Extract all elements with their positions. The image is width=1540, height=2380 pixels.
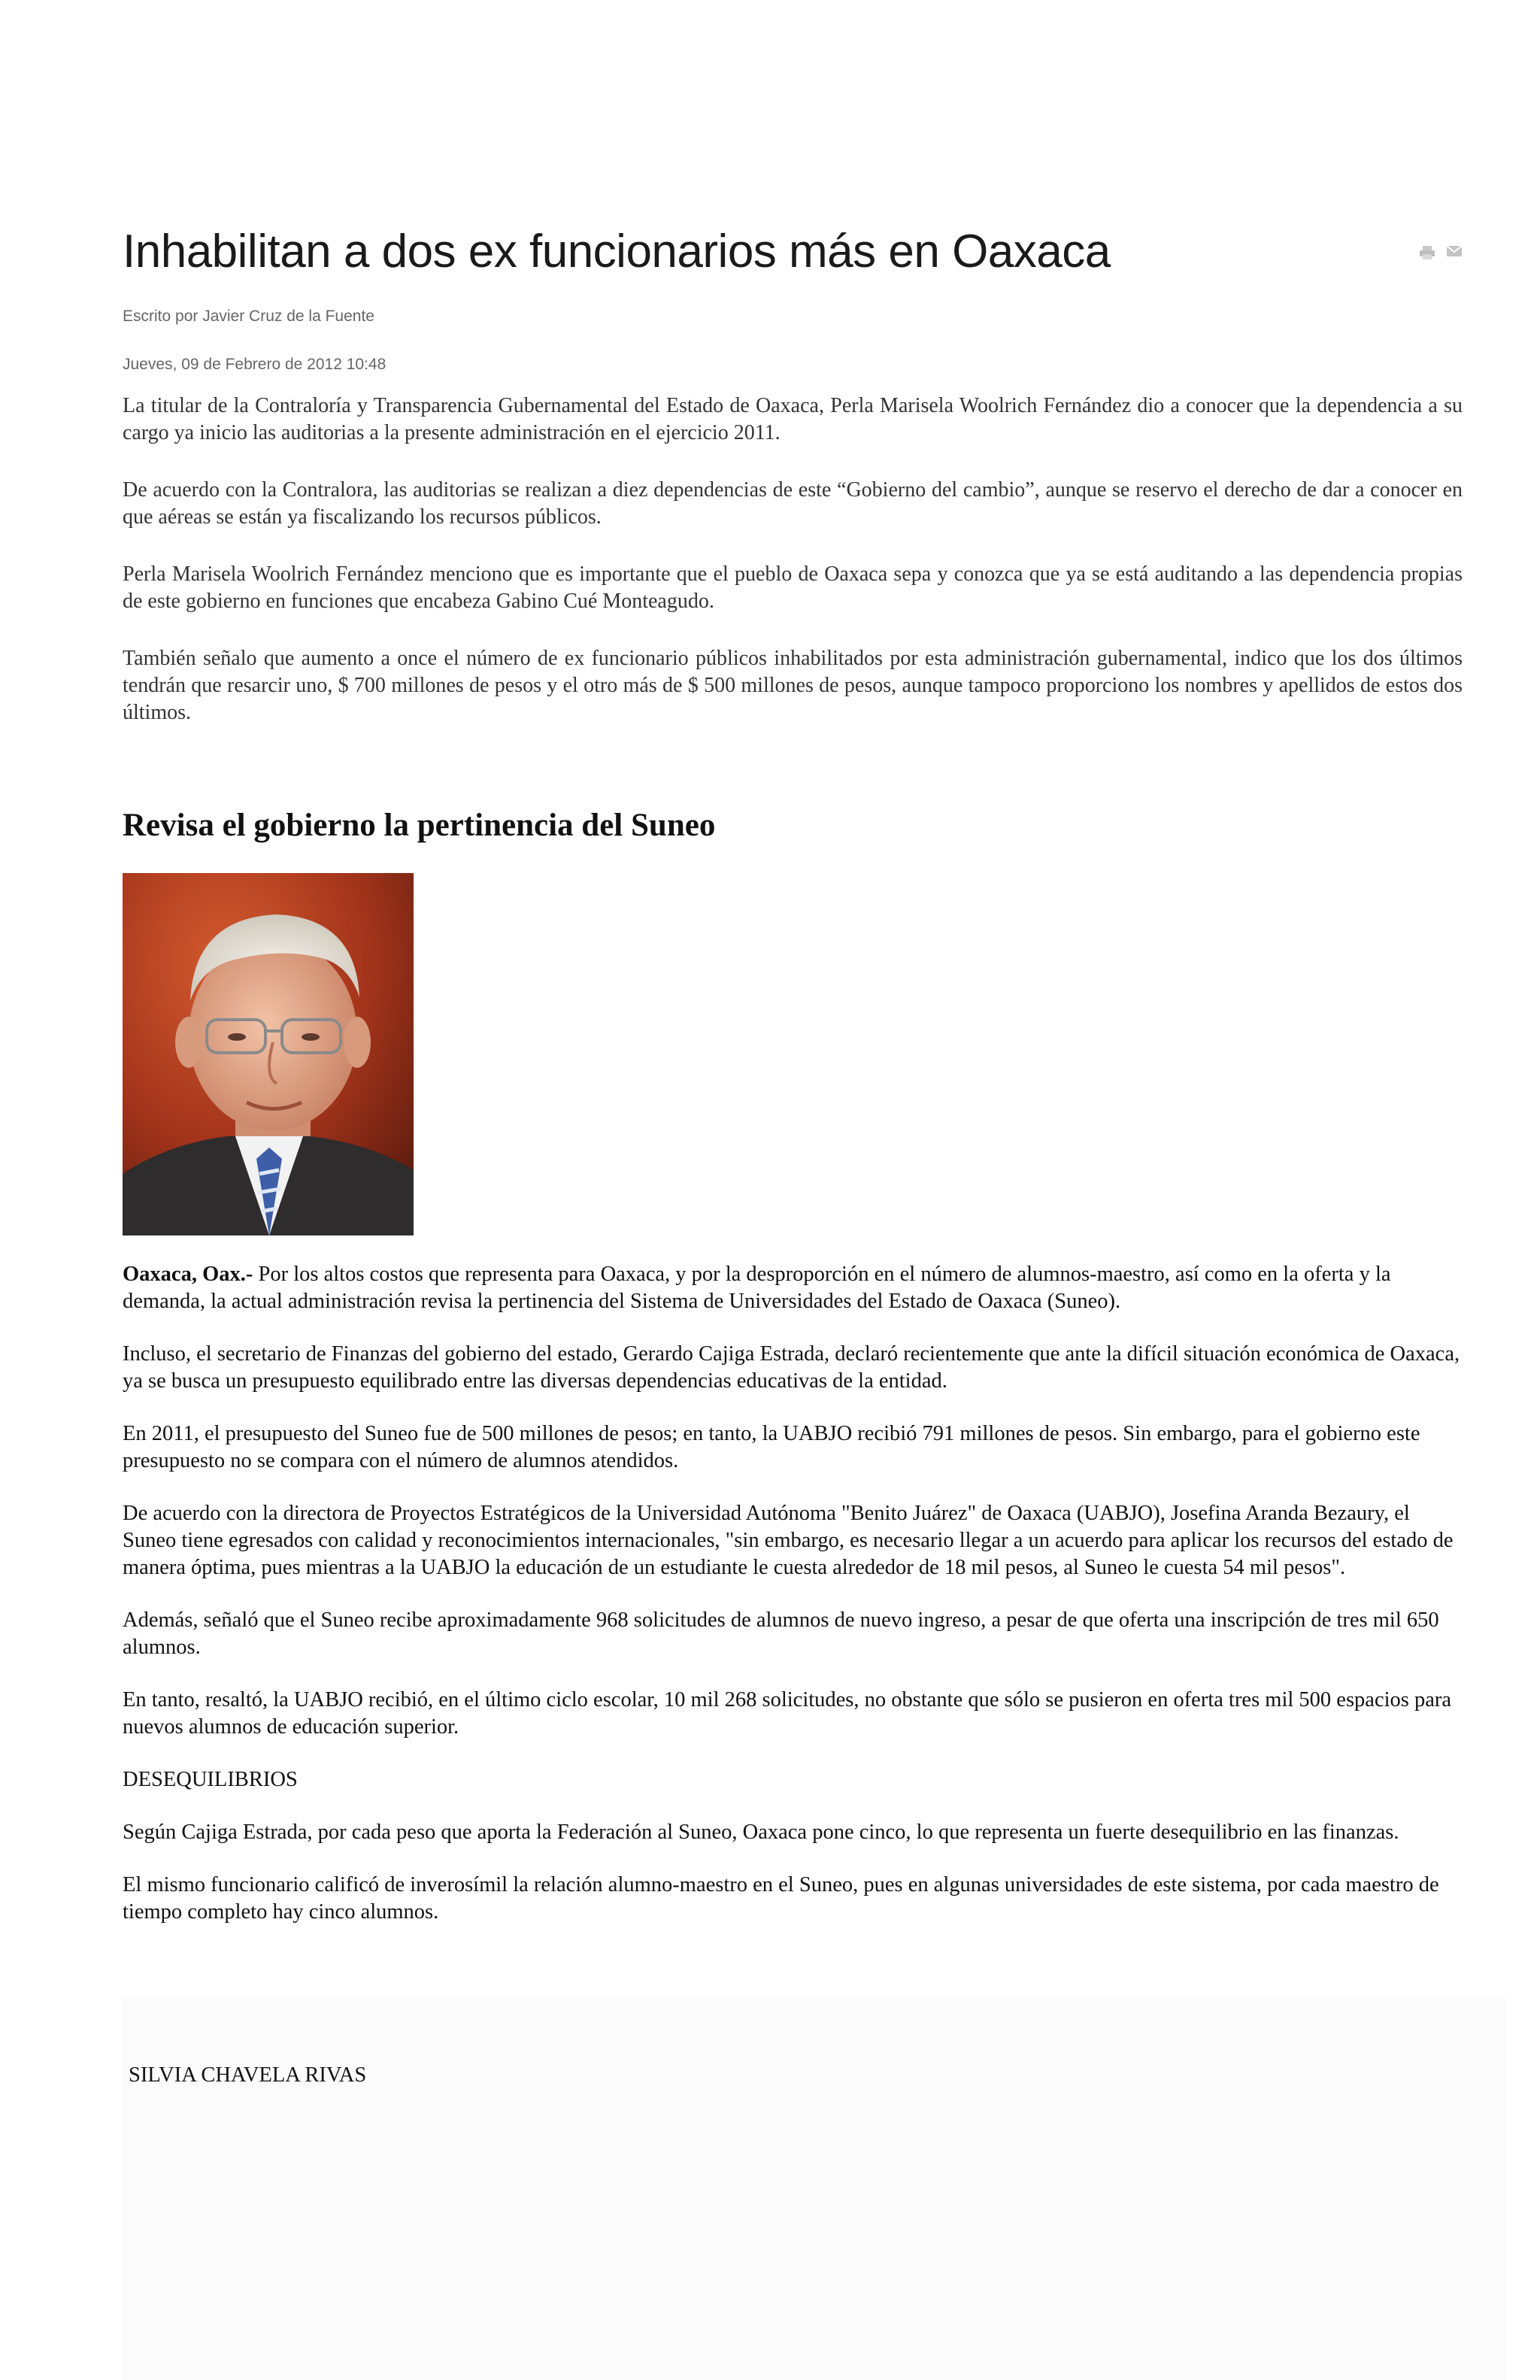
article-tools xyxy=(1419,245,1463,260)
article-suneo xyxy=(123,801,1463,1951)
paragraph: El mismo funcionario calificó de inverosímil la relación alumno-maestro en el Suneo, pues en algunas universidades de este sistema, por cada maestro de tiempo completo hay cinco alumnos. xyxy=(123,1873,1439,1924)
article-body xyxy=(123,393,1463,726)
paragraph: En 2011, el presupuesto del Suneo fue de 500 millones de pesos; en tanto, la UABJO recibió 791 millones de pesos. Sin embargo, para el gobierno este presupuesto no se compara con el número de alumnos atendidos. xyxy=(123,1422,1420,1472)
print-icon[interactable] xyxy=(1419,245,1435,260)
article-contraloria xyxy=(123,218,1463,756)
paragraph: De acuerdo con la directora de Proyectos Estratégicos de la Universidad Autónoma "Benito Juárez" de Oaxaca (UABJO), Josefina Aranda Bezaury, el Suneo tiene egresados con calidad y reconocimientos internacionales, "sin embargo, es necesario llegar a un acuerdo para aplicar los recursos del estado de manera óptima, pues mientras a la UABJO la educación de un estudiante le cuesta alrededor de 18 mil pesos, al Suneo le cuesta 54 mil pesos". xyxy=(123,1502,1454,1579)
lead-paragraph xyxy=(123,1261,1463,1315)
paragraph: Además, señaló que el Suneo recibe aproximadamente 968 solicitudes de alumnos de nuevo ingreso, a pesar de que oferta una inscripción de tres mil 650 alumnos. xyxy=(123,1608,1439,1659)
paragraph: De acuerdo con la Contralora, las auditorias se realizan a diez dependencias de este “Gobierno del cambio”, aunque se reservo el derecho de dar a conocer en que aéreas se están ya fiscalizando los recursos públicos. xyxy=(123,478,1463,529)
title-row xyxy=(123,218,1463,286)
paragraph: En tanto, resaltó, la UABJO recibió, en el último ciclo escolar, 10 mil 268 solicitudes, no obstante que sólo se pusieron en oferta tres mil 500 espacios para nuevos alumnos de educación superior. xyxy=(123,1688,1452,1739)
paragraph: Incluso, el secretario de Finanzas del gobierno del estado, Gerardo Cajiga Estrada, declaró recientemente que ante la difícil situación económica de Oaxaca, ya se busca un presupuesto equilibrado entre las diversas dependencias educativas de la entidad. xyxy=(123,1342,1460,1393)
dateline: Jueves, 09 de Febrero de 2012 10:48 xyxy=(123,356,387,373)
lead-text: Por los altos costos que representa para Oaxaca, y por la desproporción en el número de alumnos-maestro, así como en la oferta y la demanda, la actual administración revisa la pertinencia del Sistema de Universidades del Estado de Oaxaca (Suneo). xyxy=(123,1263,1391,1313)
article-title: Revisa el gobierno la pertinencia del Suneo xyxy=(123,808,716,843)
footer-shade xyxy=(123,1996,1506,2380)
portrait-photo xyxy=(123,873,414,1235)
article-title: Inhabilitan a dos ex funcionarios más en Oaxaca xyxy=(123,226,1111,277)
paragraph: Perla Marisela Woolrich Fernández menciono que es importante que el pueblo de Oaxaca sepa y conozca que ya se está auditando a las dependencia propias de este gobierno en funciones que encabeza Gabino Cué Monteagudo. xyxy=(123,562,1463,613)
paragraph: La titular de la Contraloría y Transparencia Gubernamental del Estado de Oaxaca, Perla Marisela Woolrich Fernández dio a conocer que la dependencia a su cargo ya inicio las auditorias a la presente administración en el ejercicio 2011. xyxy=(123,394,1463,444)
byline: Escrito por Javier Cruz de la Fuente xyxy=(123,308,374,325)
section-heading: DESEQUILIBRIOS xyxy=(123,1768,298,1791)
lead-place: Oaxaca, Oax.- xyxy=(123,1263,253,1286)
paragraph: Según Cajiga Estrada, por cada peso que aporta la Federación al Suneo, Oaxaca pone cinco, lo que representa un fuerte desequilibrio en las finanzas. xyxy=(123,1821,1399,1844)
email-icon[interactable] xyxy=(1446,245,1463,260)
article-body xyxy=(123,1261,1463,1926)
author-signature: SILVIA CHAVELA RIVAS xyxy=(129,2063,367,2087)
paragraph: También señalo que aumento a once el número de ex funcionario públicos inhabilitados por esta administración gubernamental, indico que los dos últimos tendrán que resarcir uno, $ 700 millones de pesos y el otro más de $ 500 millones de pesos, aunque tampoco proporciono los nombres y apellidos de estos dos últimos. xyxy=(123,647,1463,724)
